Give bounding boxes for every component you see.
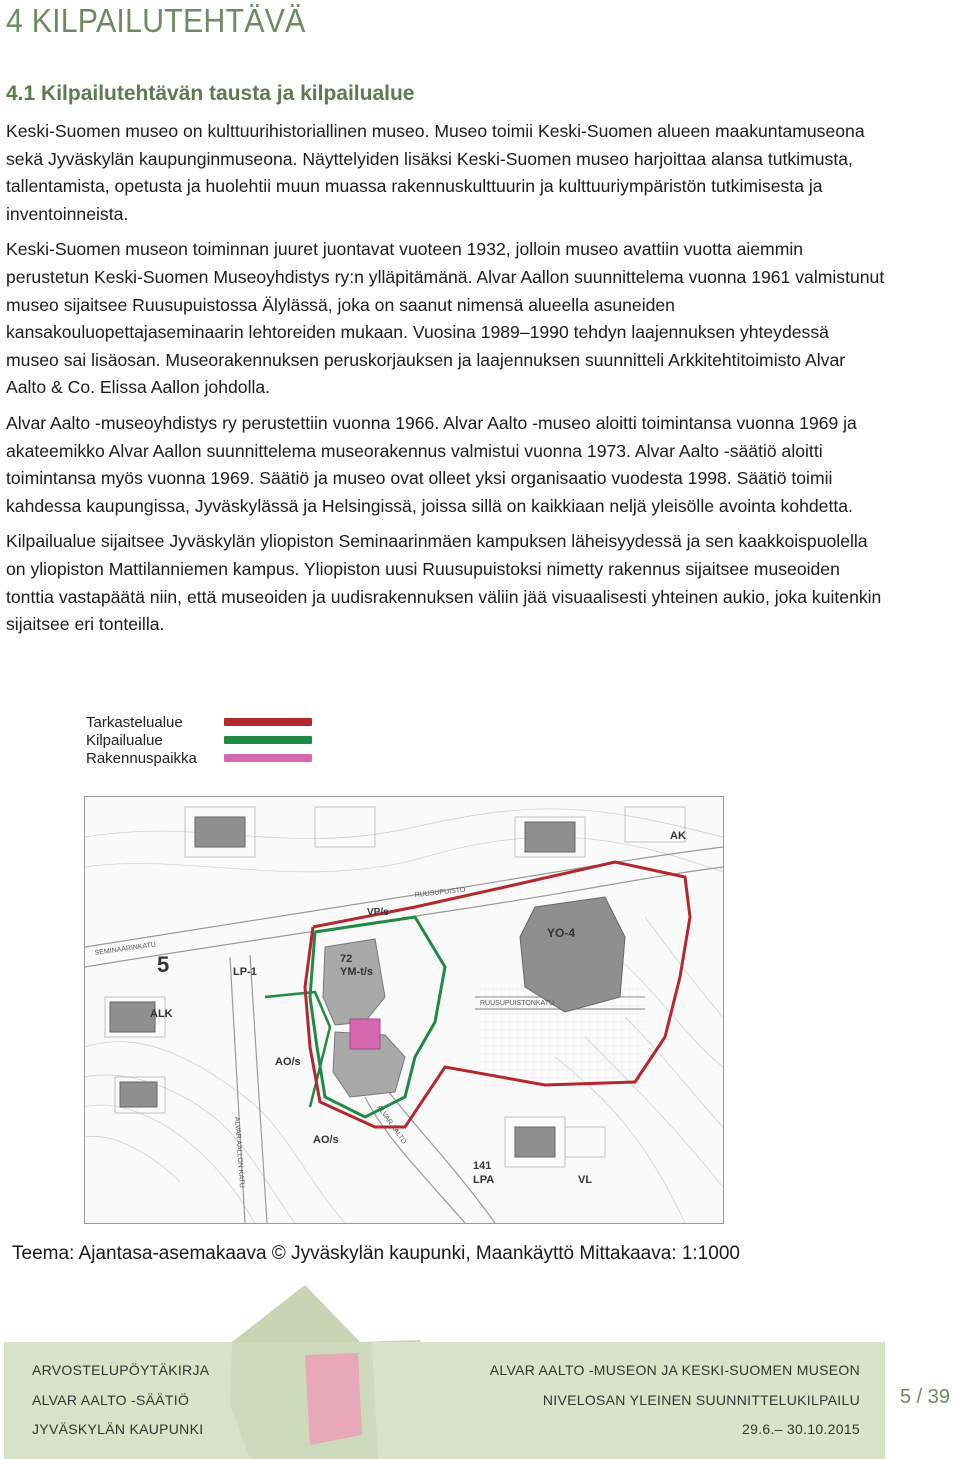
- legend-item-tarkastelualue: [86, 713, 312, 731]
- page-number: 5 / 39: [899, 1386, 950, 1408]
- legend-swatch-red: [224, 718, 312, 726]
- map-label-ao-upper: AO/s: [275, 1056, 301, 1068]
- map-label-block: 5: [157, 952, 170, 977]
- map-label-ak: AK: [670, 830, 686, 842]
- footer-left-2: ALVAR AALTO -SÄÄTIÖ: [32, 1392, 190, 1408]
- legend-swatch-pink: [224, 754, 312, 762]
- map-label-ym-num: 72: [340, 953, 353, 965]
- map-street-label: RUUSUPUISTO: [414, 886, 466, 899]
- map-street-label: ALVAR AALLON KATU: [233, 1116, 245, 1189]
- map-label-vp: VP/s: [367, 907, 389, 918]
- map-caption: Teema: Ajantasa-asemakaava © Jyväskylän kaupunki, Maankäyttö Mittakaava: 1:1000: [12, 1243, 740, 1264]
- map-drawing: [85, 797, 723, 1223]
- map-street-label: RUUSUPUISTONKATU: [480, 1000, 555, 1007]
- paragraph: Kilpailualue sijaitsee Jyväskylän yliopiston Seminaarinmäen kampuksen läheisyydessä ja sen kaakkoispuolella on yliopiston Mattilanniemen kampus. Yliopiston uusi Ruusupuistoksi nimetty rakennus sijaitsee museoiden tonttia vastapäätä niin, että museoiden ja uudisrakennuksen väliin jää visuaalisesti yhteinen aukio, joka kuitenkin sijaitsee eri tonteilla.: [6, 531, 882, 635]
- footer-left-3: JYVÄSKYLÄN KAUPUNKI: [32, 1421, 204, 1437]
- paragraph: Keski-Suomen museon toiminnan juuret juontavat vuoteen 1932, jolloin museo avattiin vuotta aiemmin perustetun Keski-Suomen Museoyhdistys ry:n ylläpitämänä. Alvar Aallon suunnittelema vuonna 1961 valmistunut museo sijaitsee Ruusupuistossa Älylässä, joka on saanut nimensä alueella asuneiden kansakouluopettajaseminaarin lehtoreiden mukaan. Vuosina 1989–1990 tehdyn laajennuksen yhteydessä museo sai lisäosan. Museorakennuksen peruskorjauksen ja laajennuksen suunnitteli Arkkitehtitoimisto Alvar Aalto & Co. Elissa Aallon johdolla.: [6, 239, 885, 398]
- legend-label: Tarkastelualue: [86, 713, 183, 731]
- paragraph: Keski-Suomen museo on kulttuurihistoriallinen museo. Museo toimii Keski-Suomen alueen maakuntamuseona sekä Jyväskylän kaupunginmuseona. Näyttelyiden lisäksi Keski-Suomen museo harjoittaa alansa tutkimusta, tallentamista, opetusta ja huolehtii muun muassa rakennuskulttuurin ja kulttuuriympäristön tutkimisesta ja inventoinneista.: [6, 121, 865, 224]
- legend-item-kilpailualue: [86, 731, 312, 749]
- legend-label: Kilpailualue: [86, 731, 163, 749]
- legend-item-rakennuspaikka: [86, 749, 312, 767]
- map-label-lp: LP-1: [233, 966, 257, 978]
- paragraph: Alvar Aalto -museoyhdistys ry perustettiin vuonna 1966. Alvar Aalto -museo aloitti toimintansa vuonna 1969 ja akateemikko Alvar Aallon suunnittelema museorakennus valmistui vuonna 1973. Alvar Aalto -säätiö aloitti toimintansa myös vuonna 1969. Säätiö ja museo ovat olleet yksi organisaatio vuodesta 1998. Säätiö toimii kahdessa kaupungissa, Jyväskylässä ja Helsingissä, joissa sillä on kaikkiaan neljä yleisölle avointa kohdetta.: [6, 412, 857, 516]
- footer-right-3: 29.6.– 30.10.2015: [742, 1421, 860, 1437]
- map-label-alk: ALK: [150, 1008, 173, 1020]
- page-heading: 4 KILPAILUTEHTÄVÄ: [6, 2, 306, 39]
- map-street-label: ALVAR AALTO: [375, 1104, 408, 1146]
- map-label-ym: YM-t/s: [340, 966, 373, 978]
- map-label-vl: VL: [578, 1174, 593, 1186]
- map-label-lpa-num: 141: [473, 1160, 492, 1172]
- legend-swatch-green: [224, 736, 312, 744]
- footer-right-2: NIVELOSAN YLEINEN SUUNNITTELUKILPAILU: [542, 1392, 860, 1408]
- map-label-ao-lower: AO/s: [313, 1134, 339, 1146]
- map-label-yo: YO-4: [547, 926, 576, 940]
- map-label-lpa: LPA: [473, 1174, 495, 1186]
- legend-label: Rakennuspaikka: [86, 749, 197, 767]
- rakennuspaikka-plot: [350, 1019, 380, 1049]
- footer-left-1: ARVOSTELUPÖYTÄKIRJA: [32, 1362, 210, 1378]
- site-plan-map: [84, 796, 724, 1224]
- map-street-label: SEMINAARINKATU: [94, 941, 157, 957]
- section-heading: 4.1 Kilpailutehtävän tausta ja kilpailualue: [6, 82, 415, 105]
- map-legend: [86, 713, 312, 767]
- body-text: [6, 118, 886, 647]
- footer-right-1: ALVAR AALTO -MUSEON JA KESKI-SUOMEN MUSEON: [489, 1362, 860, 1378]
